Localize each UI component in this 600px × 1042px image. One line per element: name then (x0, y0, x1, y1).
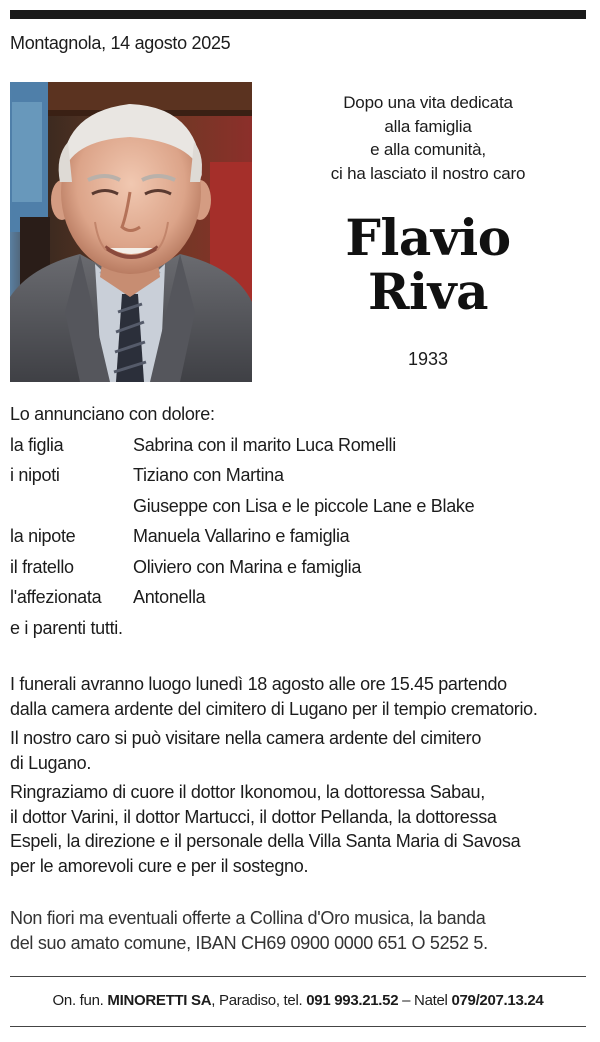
paragraph-line: di Lugano. (10, 752, 92, 773)
paragraph-line: Espeli, la direzione e il personale della Villa Santa Maria di Savosa (10, 831, 521, 851)
footer-prefix: On. fun. (52, 992, 108, 1009)
top-rule (10, 10, 586, 19)
deceased-first-name: Flavio (345, 208, 511, 267)
footer-separator: – Natel (398, 992, 452, 1009)
relative-names: Manuela Vallarino e famiglia (133, 526, 350, 546)
birth-year: 1933 (407, 349, 449, 369)
intro-line: Dopo una vita dedicata (343, 93, 513, 112)
relative-role: il fratello (10, 557, 74, 577)
footer-address: , Paradiso, tel. (211, 992, 307, 1009)
paragraph-line: del suo amato comune, IBAN CH69 0900 0000 651 O 5252 5. (10, 932, 488, 953)
intro-line: ci ha lasciato il nostro caro (330, 163, 526, 183)
portrait-photo (10, 82, 252, 382)
footer-mobile: 079/207.13.24 (451, 992, 544, 1009)
funeral-home-name: MINORETTI SA (107, 992, 212, 1009)
paragraph-line: Il nostro caro si può visitare nella camera ardente del cimitero (10, 728, 482, 748)
relative-names: Oliviero con Marina e famiglia (133, 557, 362, 577)
footer-phone: 091 993.21.52 (306, 992, 399, 1009)
paragraph-line: Non fiori ma eventuali offerte a Collina d'Oro musica, la banda (10, 908, 486, 928)
visit-paragraph (10, 726, 590, 775)
relative-names: Antonella (133, 587, 206, 607)
relative-names: Giuseppe con Lisa e le piccole Lane e Blake (133, 496, 475, 516)
paragraph-line: dalla camera ardente del cimitero di Lugano per il tempio crematorio. (10, 698, 538, 719)
paragraph-line: I funerali avranno luogo lunedì 18 agosto alle ore 15.45 partendo (10, 674, 507, 694)
footer-top-rule (10, 976, 586, 977)
relative-role: l'affezionata (10, 587, 102, 607)
paragraph-line: Ringraziamo di cuore il dottor Ikonomou, la dottoressa Sabau, (10, 782, 485, 802)
thanks-paragraph (10, 780, 590, 878)
relative-role: la figlia (10, 435, 64, 455)
intro-line: alla famiglia (384, 116, 472, 136)
funeral-paragraph (10, 672, 590, 721)
relative-role: la nipote (10, 526, 76, 546)
relative-names: Tiziano con Martina (133, 465, 284, 485)
donation-paragraph (10, 906, 590, 955)
intro-line: e alla comunità, (370, 140, 486, 159)
deceased-last-name: Riva (368, 262, 488, 321)
intro-text (300, 91, 556, 185)
paragraph-line: il dottor Varini, il dottor Martucci, il dottor Pellanda, la dottoressa (10, 806, 497, 827)
paragraph-line: per le amorevoli cure e per il sostegno. (10, 855, 309, 876)
dateline: Montagnola, 14 agosto 2025 (10, 33, 231, 53)
closing-relatives: e i parenti tutti. (10, 618, 123, 638)
announcement: Lo annunciano con dolore: (10, 404, 215, 424)
funeral-home-footer (10, 992, 586, 1009)
relative-names: Sabrina con il marito Luca Romelli (133, 435, 396, 455)
footer-bottom-rule (10, 1026, 586, 1027)
relative-role: i nipoti (10, 465, 60, 485)
